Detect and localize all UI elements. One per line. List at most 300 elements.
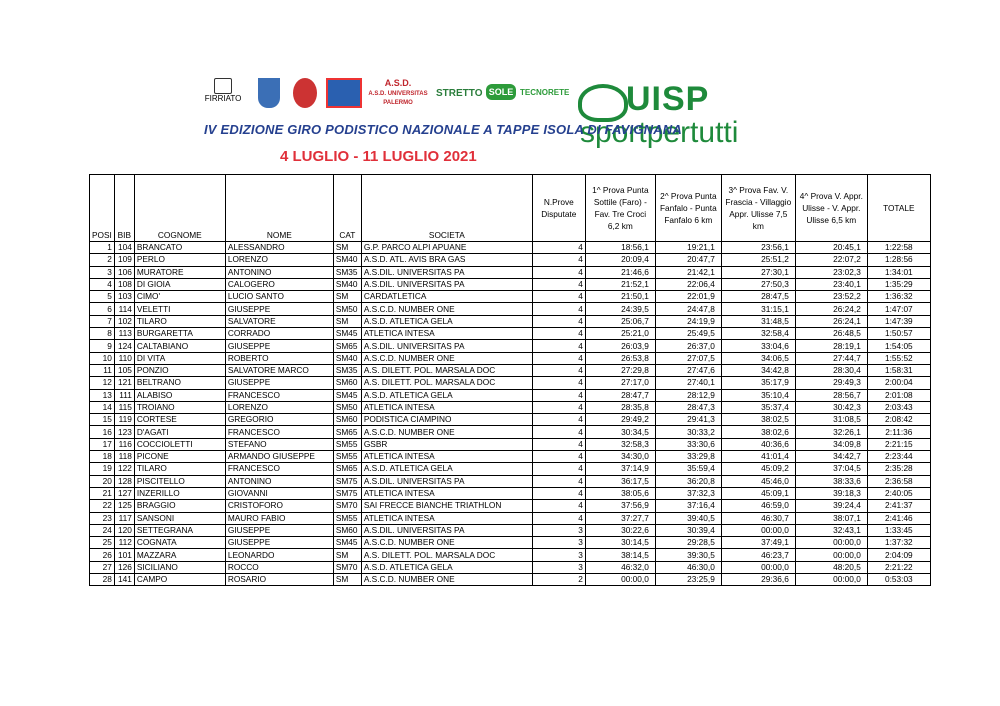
cell-prove: 4 bbox=[532, 352, 585, 364]
cell-bib: 113 bbox=[114, 328, 134, 340]
cell-prova-2: 28:47,3 bbox=[655, 401, 721, 413]
cell-bib: 103 bbox=[114, 291, 134, 303]
cell-prova-2: 19:21,1 bbox=[655, 242, 721, 254]
cell-nome: FRANCESCO bbox=[225, 463, 333, 475]
cell-cat: SM70 bbox=[333, 500, 361, 512]
cell-cognome: CALTABIANO bbox=[134, 340, 225, 352]
cell-prova-3: 35:17,9 bbox=[721, 377, 795, 389]
cell-cognome: MAZZARA bbox=[134, 549, 225, 561]
cell-bib: 119 bbox=[114, 414, 134, 426]
cell-cognome: BRANCATO bbox=[134, 242, 225, 254]
cell-cat: SM bbox=[333, 291, 361, 303]
cell-prova-1: 27:29,8 bbox=[585, 364, 655, 376]
cell-totale: 1:35:29 bbox=[867, 278, 930, 290]
cell-prove: 4 bbox=[532, 315, 585, 327]
table-header-row bbox=[90, 175, 931, 242]
cell-bib: 105 bbox=[114, 364, 134, 376]
cell-cat: SM50 bbox=[333, 303, 361, 315]
cell-nome: FRANCESCO bbox=[225, 426, 333, 438]
cell-pos: 11 bbox=[90, 364, 115, 376]
cell-pos: 26 bbox=[90, 549, 115, 561]
table-row bbox=[90, 524, 931, 536]
cell-cognome: INZERILLO bbox=[134, 487, 225, 499]
cell-prova-2: 28:12,9 bbox=[655, 389, 721, 401]
cell-prova-3: 31:15,1 bbox=[721, 303, 795, 315]
cell-cat: SM40 bbox=[333, 254, 361, 266]
cell-prova-4: 34:42,7 bbox=[795, 451, 867, 463]
uisp-tagline: sportpertutti bbox=[580, 116, 739, 149]
header-societa: SOCIETA bbox=[361, 175, 532, 242]
stretto-logo: STRETTO bbox=[436, 88, 483, 99]
cell-societa: A.S. DILETT. POL. MARSALA DOC bbox=[361, 364, 532, 376]
cell-prove: 3 bbox=[532, 561, 585, 573]
cell-bib: 110 bbox=[114, 352, 134, 364]
cell-prove: 4 bbox=[532, 266, 585, 278]
cell-prova-3: 28:47,5 bbox=[721, 291, 795, 303]
cell-prova-2: 39:30,5 bbox=[655, 549, 721, 561]
cell-bib: 118 bbox=[114, 451, 134, 463]
table-row bbox=[90, 352, 931, 364]
cell-pos: 8 bbox=[90, 328, 115, 340]
header-bib: BIB bbox=[114, 175, 134, 242]
cell-cognome: CORTESE bbox=[134, 414, 225, 426]
cell-societa: A.S.D. ATLETICA GELA bbox=[361, 463, 532, 475]
cell-cat: SM bbox=[333, 242, 361, 254]
cell-prove: 4 bbox=[532, 438, 585, 450]
cell-totale: 2:36:58 bbox=[867, 475, 930, 487]
cell-prova-1: 28:35,8 bbox=[585, 401, 655, 413]
cell-cat: SM60 bbox=[333, 524, 361, 536]
cell-prova-2: 24:19,9 bbox=[655, 315, 721, 327]
cell-cognome: TILARO bbox=[134, 463, 225, 475]
cell-pos: 17 bbox=[90, 438, 115, 450]
cell-prova-2: 26:37,0 bbox=[655, 340, 721, 352]
table-row bbox=[90, 549, 931, 561]
cell-prova-1: 30:14,5 bbox=[585, 537, 655, 549]
cell-prova-2: 30:33,2 bbox=[655, 426, 721, 438]
cell-prove: 4 bbox=[532, 303, 585, 315]
cell-cat: SM40 bbox=[333, 352, 361, 364]
cell-prova-4: 28:19,1 bbox=[795, 340, 867, 352]
cell-prove: 4 bbox=[532, 500, 585, 512]
cell-prova-1: 34:30,0 bbox=[585, 451, 655, 463]
cell-prova-4: 26:24,2 bbox=[795, 303, 867, 315]
cell-cognome: SICILIANO bbox=[134, 561, 225, 573]
table-row bbox=[90, 537, 931, 549]
cell-prova-1: 37:56,9 bbox=[585, 500, 655, 512]
cell-prova-3: 34:06,5 bbox=[721, 352, 795, 364]
cell-cognome: TROIANO bbox=[134, 401, 225, 413]
cell-prova-2: 33:29,8 bbox=[655, 451, 721, 463]
cell-cognome: COCCIOLETTI bbox=[134, 438, 225, 450]
cell-totale: 1:50:57 bbox=[867, 328, 930, 340]
cell-prova-3: 00:00,0 bbox=[721, 524, 795, 536]
cell-nome: ROSARIO bbox=[225, 574, 333, 586]
table-row bbox=[90, 254, 931, 266]
cell-prove: 4 bbox=[532, 291, 585, 303]
cell-cognome: PISCITELLO bbox=[134, 475, 225, 487]
table-row bbox=[90, 340, 931, 352]
cell-nome: LORENZO bbox=[225, 254, 333, 266]
cell-bib: 122 bbox=[114, 463, 134, 475]
cell-bib: 124 bbox=[114, 340, 134, 352]
cell-cognome: D'AGATI bbox=[134, 426, 225, 438]
cell-prova-4: 26:48,5 bbox=[795, 328, 867, 340]
cell-cat: SM40 bbox=[333, 278, 361, 290]
cell-pos: 5 bbox=[90, 291, 115, 303]
cell-prove: 3 bbox=[532, 524, 585, 536]
header-nome: NOME bbox=[225, 175, 333, 242]
cell-totale: 2:00:04 bbox=[867, 377, 930, 389]
cell-prova-2: 35:59,4 bbox=[655, 463, 721, 475]
firriato-logo: FIRRIATO bbox=[202, 78, 244, 103]
table-row bbox=[90, 414, 931, 426]
cell-prova-1: 00:00,0 bbox=[585, 574, 655, 586]
cell-societa: A.S.D. ATLETICA GELA bbox=[361, 561, 532, 573]
cell-societa: A.S.DIL. UNIVERSITAS PA bbox=[361, 475, 532, 487]
table-row bbox=[90, 364, 931, 376]
cell-prova-4: 22:07,2 bbox=[795, 254, 867, 266]
cell-prove: 4 bbox=[532, 254, 585, 266]
cell-bib: 127 bbox=[114, 487, 134, 499]
cell-bib: 106 bbox=[114, 266, 134, 278]
cell-prova-3: 40:36,6 bbox=[721, 438, 795, 450]
header-prova-2: 2^ Prova Punta Fanfalo - Punta Fanfalo 6 km bbox=[655, 175, 721, 242]
cell-prove: 4 bbox=[532, 451, 585, 463]
header-cat: CAT bbox=[333, 175, 361, 242]
cell-prova-3: 35:10,4 bbox=[721, 389, 795, 401]
cell-prova-2: 33:30,6 bbox=[655, 438, 721, 450]
cell-prova-2: 27:07,5 bbox=[655, 352, 721, 364]
cell-cat: SM bbox=[333, 549, 361, 561]
cell-bib: 114 bbox=[114, 303, 134, 315]
cell-prove: 2 bbox=[532, 574, 585, 586]
cell-bib: 115 bbox=[114, 401, 134, 413]
header-pos: POSI bbox=[90, 175, 115, 242]
cell-prova-1: 30:22,6 bbox=[585, 524, 655, 536]
cell-nome: GIUSEPPE bbox=[225, 537, 333, 549]
uisp-brand: UISP bbox=[626, 80, 710, 118]
cell-nome: CORRADO bbox=[225, 328, 333, 340]
cell-pos: 7 bbox=[90, 315, 115, 327]
tecnorete-logo: TECNORETE bbox=[520, 88, 570, 97]
cell-prova-3: 33:04,6 bbox=[721, 340, 795, 352]
cell-prova-3: 27:30,1 bbox=[721, 266, 795, 278]
cell-totale: 1:58:31 bbox=[867, 364, 930, 376]
cell-bib: 126 bbox=[114, 561, 134, 573]
cell-cat: SM45 bbox=[333, 389, 361, 401]
cell-cat: SM bbox=[333, 315, 361, 327]
cell-prova-3: 45:46,0 bbox=[721, 475, 795, 487]
table-row bbox=[90, 451, 931, 463]
header-prova-3: 3^ Prova Fav. V. Frascia - Villaggio Appr. Ulisse 7,5 km bbox=[721, 175, 795, 242]
table-row bbox=[90, 377, 931, 389]
cell-pos: 4 bbox=[90, 278, 115, 290]
cell-pos: 15 bbox=[90, 414, 115, 426]
cell-cat: SM65 bbox=[333, 426, 361, 438]
cell-prova-3: 34:42,8 bbox=[721, 364, 795, 376]
cell-pos: 1 bbox=[90, 242, 115, 254]
cell-cat: SM45 bbox=[333, 328, 361, 340]
cell-prova-2: 39:40,5 bbox=[655, 512, 721, 524]
cell-societa: ATLETICA INTESA bbox=[361, 401, 532, 413]
cell-cat: SM45 bbox=[333, 537, 361, 549]
favignana-logo bbox=[326, 78, 360, 108]
cell-totale: 1:28:56 bbox=[867, 254, 930, 266]
cell-nome: GREGORIO bbox=[225, 414, 333, 426]
cell-totale: 1:36:32 bbox=[867, 291, 930, 303]
cell-prova-2: 24:47,8 bbox=[655, 303, 721, 315]
cell-cognome: ALABISO bbox=[134, 389, 225, 401]
cell-cat: SM60 bbox=[333, 414, 361, 426]
cell-cognome: BURGARETTA bbox=[134, 328, 225, 340]
cell-prova-4: 29:49,3 bbox=[795, 377, 867, 389]
cell-prova-3: 00:00,0 bbox=[721, 561, 795, 573]
cell-prova-3: 38:02,6 bbox=[721, 426, 795, 438]
cell-pos: 18 bbox=[90, 451, 115, 463]
cell-totale: 2:03:43 bbox=[867, 401, 930, 413]
cell-nome: ANTONINO bbox=[225, 266, 333, 278]
cell-cat: SM35 bbox=[333, 364, 361, 376]
table-row bbox=[90, 500, 931, 512]
cell-societa: A.S.C.D. NUMBER ONE bbox=[361, 352, 532, 364]
cell-pos: 9 bbox=[90, 340, 115, 352]
cell-prova-2: 21:42,1 bbox=[655, 266, 721, 278]
cell-prova-2: 36:20,8 bbox=[655, 475, 721, 487]
cell-prova-3: 41:01,4 bbox=[721, 451, 795, 463]
cell-societa: A.S.C.D. NUMBER ONE bbox=[361, 426, 532, 438]
cell-societa: A.S.D. ATLETICA GELA bbox=[361, 389, 532, 401]
header-totale: TOTALE bbox=[867, 175, 930, 242]
uisp-logo bbox=[574, 80, 744, 160]
cell-totale: 2:41:37 bbox=[867, 500, 930, 512]
cell-prova-4: 38:07,1 bbox=[795, 512, 867, 524]
header-prove: N.Prove Disputate bbox=[532, 175, 585, 242]
cell-totale: 1:47:07 bbox=[867, 303, 930, 315]
cell-nome: FRANCESCO bbox=[225, 389, 333, 401]
cell-pos: 12 bbox=[90, 377, 115, 389]
cell-totale: 1:22:58 bbox=[867, 242, 930, 254]
cell-cat: SM55 bbox=[333, 512, 361, 524]
comune-crest-logo bbox=[256, 78, 282, 108]
results-table bbox=[89, 174, 931, 586]
cell-prove: 4 bbox=[532, 328, 585, 340]
cell-prova-1: 21:50,1 bbox=[585, 291, 655, 303]
table-row bbox=[90, 401, 931, 413]
cell-societa: PODISTICA CIAMPINO bbox=[361, 414, 532, 426]
cell-cat: SM35 bbox=[333, 266, 361, 278]
cell-nome: ARMANDO GIUSEPPE bbox=[225, 451, 333, 463]
cell-societa: CARDATLETICA bbox=[361, 291, 532, 303]
cell-prova-4: 48:20,5 bbox=[795, 561, 867, 573]
cell-bib: 101 bbox=[114, 549, 134, 561]
cell-nome: GIUSEPPE bbox=[225, 340, 333, 352]
cell-prova-2: 29:41,3 bbox=[655, 414, 721, 426]
cell-prove: 4 bbox=[532, 242, 585, 254]
cell-prova-4: 34:09,8 bbox=[795, 438, 867, 450]
cell-nome: MAURO FABIO bbox=[225, 512, 333, 524]
cell-cognome: PONZIO bbox=[134, 364, 225, 376]
cell-bib: 109 bbox=[114, 254, 134, 266]
cell-nome: LUCIO SANTO bbox=[225, 291, 333, 303]
cell-cat: SM75 bbox=[333, 487, 361, 499]
cell-totale: 2:23:44 bbox=[867, 451, 930, 463]
cell-prova-1: 25:06,7 bbox=[585, 315, 655, 327]
cell-prova-1: 28:47,7 bbox=[585, 389, 655, 401]
cell-cognome: SETTEGRANA bbox=[134, 524, 225, 536]
cell-prova-4: 28:30,4 bbox=[795, 364, 867, 376]
cell-cognome: BRAGGIO bbox=[134, 500, 225, 512]
cell-bib: 125 bbox=[114, 500, 134, 512]
cell-prove: 4 bbox=[532, 414, 585, 426]
cell-prove: 4 bbox=[532, 487, 585, 499]
cell-prove: 4 bbox=[532, 364, 585, 376]
cell-bib: 121 bbox=[114, 377, 134, 389]
cell-cognome: BELTRANO bbox=[134, 377, 225, 389]
cell-prova-1: 38:14,5 bbox=[585, 549, 655, 561]
cell-prova-2: 27:47,6 bbox=[655, 364, 721, 376]
cell-cat: SM65 bbox=[333, 340, 361, 352]
cell-nome: ROCCO bbox=[225, 561, 333, 573]
cell-prova-4: 28:56,7 bbox=[795, 389, 867, 401]
cell-prova-2: 46:30,0 bbox=[655, 561, 721, 573]
cell-prova-2: 22:01,9 bbox=[655, 291, 721, 303]
cell-cognome: DI VITA bbox=[134, 352, 225, 364]
cell-prove: 4 bbox=[532, 463, 585, 475]
cell-cat: SM55 bbox=[333, 438, 361, 450]
table-row bbox=[90, 291, 931, 303]
cell-prova-3: 31:48,5 bbox=[721, 315, 795, 327]
cell-prova-4: 39:24,4 bbox=[795, 500, 867, 512]
cell-cognome: PICONE bbox=[134, 451, 225, 463]
cell-pos: 28 bbox=[90, 574, 115, 586]
cell-bib: 112 bbox=[114, 537, 134, 549]
cell-totale: 2:04:09 bbox=[867, 549, 930, 561]
cell-cat: SM65 bbox=[333, 463, 361, 475]
cell-pos: 21 bbox=[90, 487, 115, 499]
cell-prova-1: 38:05,6 bbox=[585, 487, 655, 499]
cell-bib: 108 bbox=[114, 278, 134, 290]
cell-prove: 4 bbox=[532, 340, 585, 352]
cell-totale: 2:21:15 bbox=[867, 438, 930, 450]
table-row bbox=[90, 574, 931, 586]
cell-pos: 20 bbox=[90, 475, 115, 487]
cell-nome: STEFANO bbox=[225, 438, 333, 450]
cell-nome: GIOVANNI bbox=[225, 487, 333, 499]
cell-societa: GSBR bbox=[361, 438, 532, 450]
cell-prova-4: 39:18,3 bbox=[795, 487, 867, 499]
cell-prova-1: 36:17,5 bbox=[585, 475, 655, 487]
cell-prove: 4 bbox=[532, 512, 585, 524]
cell-totale: 1:55:52 bbox=[867, 352, 930, 364]
cell-prove: 4 bbox=[532, 401, 585, 413]
crest-logo-2 bbox=[292, 78, 318, 108]
header-prova-4: 4^ Prova V. Appr. Ulisse - V. Appr. Ulisse 6,5 km bbox=[795, 175, 867, 242]
cell-prova-1: 25:21,0 bbox=[585, 328, 655, 340]
cell-prova-2: 20:47,7 bbox=[655, 254, 721, 266]
cell-nome: LEONARDO bbox=[225, 549, 333, 561]
cell-prove: 4 bbox=[532, 426, 585, 438]
cell-cognome: TILARO bbox=[134, 315, 225, 327]
cell-prova-1: 24:39,5 bbox=[585, 303, 655, 315]
cell-prova-3: 46:30,7 bbox=[721, 512, 795, 524]
cell-totale: 1:54:05 bbox=[867, 340, 930, 352]
cell-societa: A.S.D. ATLETICA GELA bbox=[361, 315, 532, 327]
cell-cat: SM50 bbox=[333, 401, 361, 413]
cell-prova-1: 20:09,4 bbox=[585, 254, 655, 266]
cell-prova-2: 37:16,4 bbox=[655, 500, 721, 512]
cell-prova-4: 20:45,1 bbox=[795, 242, 867, 254]
cell-totale: 2:41:46 bbox=[867, 512, 930, 524]
cell-prova-4: 00:00,0 bbox=[795, 549, 867, 561]
cell-pos: 3 bbox=[90, 266, 115, 278]
cell-societa: ATLETICA INTESA bbox=[361, 451, 532, 463]
table-row bbox=[90, 242, 931, 254]
cell-prova-3: 32:58,4 bbox=[721, 328, 795, 340]
table-row bbox=[90, 266, 931, 278]
cell-prova-4: 00:00,0 bbox=[795, 574, 867, 586]
universitas-logo: A.S.D. A.S.D. UNIVERSITAS PALERMO bbox=[368, 78, 428, 106]
cell-prova-4: 23:52,2 bbox=[795, 291, 867, 303]
cell-totale: 0:53:03 bbox=[867, 574, 930, 586]
cell-bib: 102 bbox=[114, 315, 134, 327]
cell-prova-4: 32:26,1 bbox=[795, 426, 867, 438]
header-prova-1: 1^ Prova Punta Sottile (Faro) - Fav. Tre Croci 6,2 km bbox=[585, 175, 655, 242]
cell-nome: CALOGERO bbox=[225, 278, 333, 290]
table-row bbox=[90, 303, 931, 315]
cell-prova-2: 30:39,4 bbox=[655, 524, 721, 536]
cell-prova-3: 45:09,2 bbox=[721, 463, 795, 475]
cell-cognome: SANSONI bbox=[134, 512, 225, 524]
cell-pos: 23 bbox=[90, 512, 115, 524]
cell-societa: A.S.DIL. UNIVERSITAS PA bbox=[361, 266, 532, 278]
table-row bbox=[90, 389, 931, 401]
event-title: IV EDIZIONE GIRO PODISTICO NAZIONALE A TAPPE ISOLA DI FAVIGNANA bbox=[204, 122, 682, 137]
table-row bbox=[90, 463, 931, 475]
cell-totale: 1:37:32 bbox=[867, 537, 930, 549]
cell-bib: 141 bbox=[114, 574, 134, 586]
cell-prova-3: 46:59,0 bbox=[721, 500, 795, 512]
table-row bbox=[90, 328, 931, 340]
cell-prova-1: 27:17,0 bbox=[585, 377, 655, 389]
cell-societa: A.S. DILETT. POL. MARSALA DOC bbox=[361, 377, 532, 389]
cell-cognome: VELETTI bbox=[134, 303, 225, 315]
cell-cognome: DI GIOIA bbox=[134, 278, 225, 290]
cell-totale: 2:21:22 bbox=[867, 561, 930, 573]
cell-totale: 2:01:08 bbox=[867, 389, 930, 401]
cell-nome: SALVATORE bbox=[225, 315, 333, 327]
cell-pos: 25 bbox=[90, 537, 115, 549]
cell-cognome: COGNATA bbox=[134, 537, 225, 549]
cell-totale: 1:33:45 bbox=[867, 524, 930, 536]
cell-pos: 22 bbox=[90, 500, 115, 512]
table-row bbox=[90, 438, 931, 450]
cell-totale: 2:08:42 bbox=[867, 414, 930, 426]
cell-pos: 6 bbox=[90, 303, 115, 315]
cell-prova-1: 18:56,1 bbox=[585, 242, 655, 254]
cell-prove: 4 bbox=[532, 389, 585, 401]
cell-prova-3: 37:49,1 bbox=[721, 537, 795, 549]
table-row bbox=[90, 315, 931, 327]
cell-societa: G.P. PARCO ALPI APUANE bbox=[361, 242, 532, 254]
cell-societa: A.S.D. ATL. AVIS BRA GAS bbox=[361, 254, 532, 266]
cell-societa: SAI FRECCE BIANCHE TRIATHLON bbox=[361, 500, 532, 512]
cell-bib: 123 bbox=[114, 426, 134, 438]
cell-prova-2: 37:32,3 bbox=[655, 487, 721, 499]
cell-prova-3: 35:37,4 bbox=[721, 401, 795, 413]
cell-totale: 2:35:28 bbox=[867, 463, 930, 475]
cell-societa: A.S.DIL. UNIVERSITAS PA bbox=[361, 524, 532, 536]
